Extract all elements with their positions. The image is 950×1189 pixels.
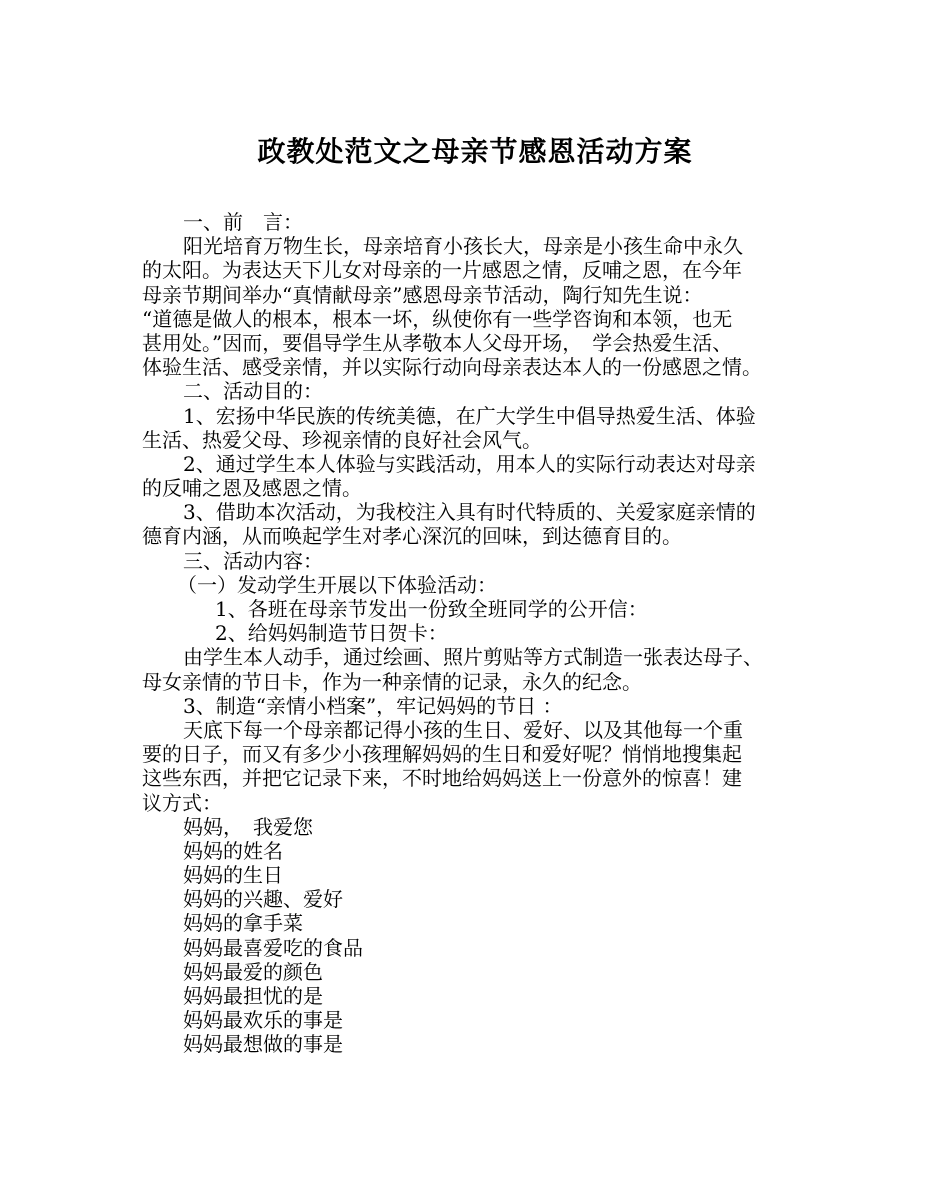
profile-item: 妈妈最想做的事是 (183, 1032, 343, 1057)
paragraph-line: 甚用处。”因而，要倡导学生从孝敬本人父母开场， 学会热爱生活、 (142, 330, 733, 355)
paragraph-line: “道德是做人的根本，根本一坏，纵使你有一些学咨询和本领，也无 (142, 306, 733, 331)
paragraph-line: 由学生本人动手，通过绘画、照片剪贴等方式制造一张表达母子、 (183, 645, 763, 670)
paragraph-line: 母女亲情的节日卡，作为一种亲情的记录，永久的纪念。 (142, 669, 642, 694)
paragraph-line: 天底下每一个母亲都记得小孩的生日、爱好、以及其他每一个重 (183, 717, 743, 742)
document-title: 政教处范文之母亲节感恩活动方案 (257, 135, 693, 168)
profile-item: 妈妈最担忧的是 (183, 984, 323, 1008)
paragraph-line: 的反哺之恩及感恩之情。 (142, 476, 362, 501)
paragraph-line: 体验生活、感受亲情，并以实际行动向母亲表达本人的一份感恩之情。 (142, 355, 762, 380)
profile-item: 妈妈最欢乐的事是 (183, 1008, 343, 1033)
profile-item: 妈妈的兴趣、爱好 (183, 887, 343, 912)
paragraph-line: 3、借助本次活动，为我校注入具有时代特质的、关爱家庭亲情的 (183, 500, 756, 525)
section-heading: 一、前 言： (183, 210, 303, 234)
paragraph-line: 2、通过学生本人体验与实践活动，用本人的实际行动表达对母亲 (183, 451, 756, 476)
profile-item: 妈妈， 我爱您 (183, 814, 313, 839)
list-item: 3、制造“亲情小档案”，牢记妈妈的节日 ： (183, 693, 563, 718)
paragraph-line: 德育内涵，从而唤起学生对孝心深沉的回味，到达德育目的。 (142, 524, 682, 549)
profile-item: 妈妈的姓名 (183, 838, 283, 863)
paragraph-line: 议方式： (142, 790, 222, 815)
paragraph-line: 母亲节期间举办“真情献母亲”感恩母亲节活动，陶行知先生说： (142, 282, 703, 307)
list-item: 1、各班在母亲节发出一份致全班同学的公开信： (215, 597, 648, 621)
document-body (142, 210, 832, 1057)
profile-item: 妈妈最爱的颜色 (183, 959, 323, 984)
paragraph-line: 生活、热爱父母、珍视亲情的良好社会风气。 (142, 427, 542, 452)
paragraph-line: 阳光培育万物生长，母亲培育小孩长大，母亲是小孩生命中永久 (183, 234, 743, 259)
profile-item: 妈妈的生日 (183, 863, 283, 888)
profile-item: 妈妈的拿手菜 (183, 911, 303, 936)
section-heading: 二、活动目的： (183, 379, 323, 404)
subsection-heading: （一）发动学生开展以下体验活动： (177, 572, 497, 597)
list-item: 2、给妈妈制造节日贺卡： (215, 621, 448, 646)
section-heading: 三、活动内容： (183, 548, 323, 573)
paragraph-line: 这些东西，并把它记录下来，不时地给妈妈送上一份意外的惊喜！建 (142, 766, 742, 791)
paragraph-line: 1、宏扬中华民族的传统美德，在广大学生中倡导热爱生活、体验 (183, 403, 756, 428)
paragraph-line: 要的日子，而又有多少小孩理解妈妈的生日和爱好呢？悄悄地搜集起 (142, 742, 742, 767)
paragraph-line: 的太阳。为表达天下儿女对母亲的一片感恩之情，反哺之恩，在今年 (142, 258, 742, 283)
profile-item: 妈妈最喜爱吃的食品 (183, 935, 363, 960)
